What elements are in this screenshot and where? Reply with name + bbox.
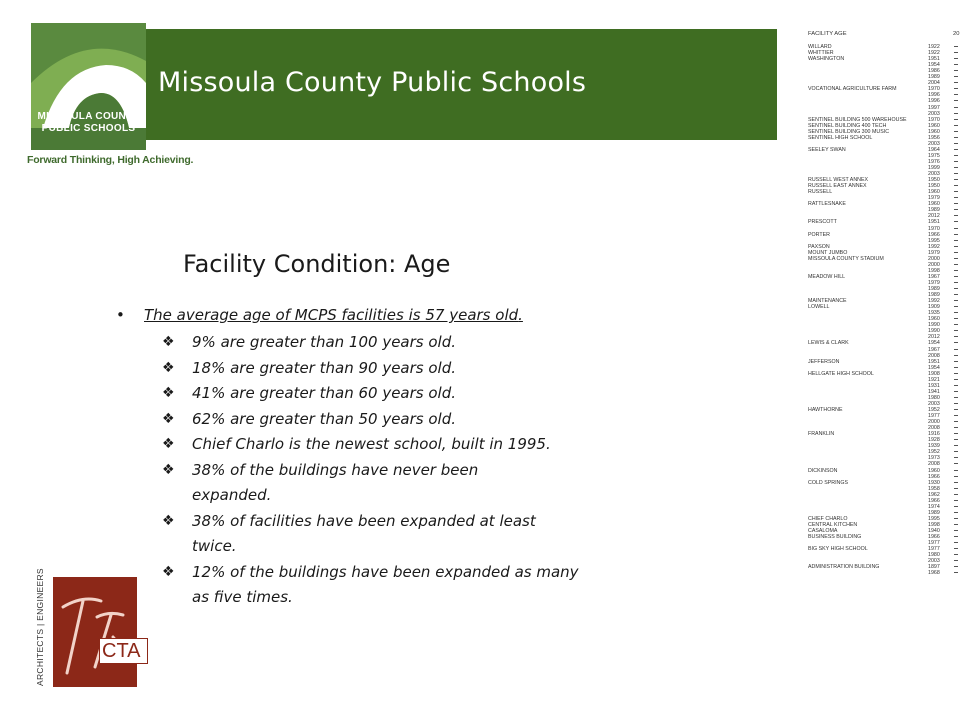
facility-name: SENTINEL HIGH SCHOOL	[808, 134, 873, 141]
row-mark	[954, 500, 958, 501]
facility-year: 1909	[928, 304, 940, 311]
row-mark	[954, 542, 958, 543]
facility-year: 1976	[928, 158, 940, 165]
row-mark	[954, 336, 958, 337]
diamond-bullet-icon: ❖	[162, 563, 175, 580]
row-mark	[954, 167, 958, 168]
diamond-bullet-icon: ❖	[162, 461, 175, 478]
row-mark	[954, 463, 958, 464]
row-mark	[954, 252, 958, 253]
facility-name: CASALOMA	[808, 528, 838, 534]
row-mark	[954, 524, 958, 525]
facility-year: 2000	[928, 419, 940, 426]
facility-year: 1962	[928, 491, 940, 498]
facility-name: WHITTIER	[808, 50, 834, 57]
facility-year: 1995	[928, 515, 940, 522]
row-mark	[954, 373, 958, 374]
row-mark	[954, 409, 958, 410]
facility-name: PAXSON	[808, 243, 830, 250]
row-mark	[954, 173, 958, 174]
facility-year: 1998	[928, 521, 940, 528]
facility-name: SEELEY SWAN	[808, 146, 846, 153]
facility-year: 1979	[928, 279, 940, 286]
facility-year: 1908	[928, 370, 940, 377]
facility-year: 1997	[928, 104, 940, 111]
row-mark	[954, 385, 958, 386]
row-mark	[954, 451, 958, 452]
row-mark	[954, 100, 958, 101]
row-mark	[954, 209, 958, 210]
row-mark	[954, 143, 958, 144]
tagline: Forward Thinking, High Achieving.	[27, 154, 194, 166]
facility-year: 1968	[928, 570, 940, 577]
facility-year: 1939	[928, 443, 940, 450]
row-mark	[954, 566, 958, 567]
facility-name: FRANKLIN	[808, 431, 835, 438]
facility-name: WASHINGTON	[808, 56, 845, 63]
facility-year: 1992	[928, 243, 940, 250]
row-mark	[954, 379, 958, 380]
diamond-bullet-icon: ❖	[162, 359, 175, 376]
list-item: ❖ 62% are greater than 50 years old.	[162, 407, 602, 433]
row-mark	[954, 548, 958, 549]
row-mark	[954, 391, 958, 392]
row-mark	[954, 488, 958, 489]
row-mark	[954, 306, 958, 307]
facility-year: 1951	[928, 358, 940, 365]
facility-age-table	[808, 31, 960, 681]
facility-name: SENTINEL BUILDING 500 WAREHOUSE	[808, 116, 907, 123]
facility-name: BUSINESS BUILDING	[808, 534, 862, 541]
list-item: ❖ 41% are greater than 60 years old.	[162, 381, 602, 407]
facility-year: 1980	[928, 552, 940, 559]
row-mark	[954, 318, 958, 319]
facility-year: 1974	[928, 503, 940, 510]
row-mark	[954, 258, 958, 259]
facility-name: MISSOULA COUNTY STADIUM	[808, 255, 884, 262]
row-mark	[954, 330, 958, 331]
facility-year: 1970	[928, 86, 940, 93]
facility-year: 1995	[928, 237, 940, 244]
facility-name: SENTINEL BUILDING 400 TECH	[808, 122, 887, 129]
facility-name: BIG SKY HIGH SCHOOL	[808, 546, 868, 553]
facility-year: 1931	[928, 382, 940, 389]
facility-year: 1960	[928, 316, 940, 323]
facility-year: 1966	[928, 231, 940, 238]
cta-monogram-icon	[53, 577, 137, 687]
row-mark	[954, 155, 958, 156]
facility-year: 1970	[928, 225, 940, 232]
row-mark	[954, 572, 958, 573]
row-mark	[954, 439, 958, 440]
row-mark	[954, 367, 958, 368]
facility-year: 2008	[928, 461, 940, 468]
facility-year: 1960	[928, 467, 940, 474]
bullet-dot-icon: •	[116, 306, 125, 324]
facility-year: 1966	[928, 473, 940, 480]
row-mark	[954, 88, 958, 89]
table-row	[808, 570, 960, 576]
table-header-right: 20	[953, 31, 960, 37]
facility-year: 1992	[928, 298, 940, 305]
facility-year: 1979	[928, 249, 940, 256]
row-mark	[954, 397, 958, 398]
facility-year: 1977	[928, 413, 940, 420]
row-mark	[954, 76, 958, 77]
facility-year: 2003	[928, 171, 940, 178]
diamond-bullet-icon: ❖	[162, 410, 175, 427]
row-mark	[954, 46, 958, 47]
row-mark	[954, 119, 958, 120]
row-mark	[954, 288, 958, 289]
facility-year: 1980	[928, 394, 940, 401]
row-mark	[954, 349, 958, 350]
facility-year: 1935	[928, 310, 940, 317]
facility-name: ADMINISTRATION BUILDING	[808, 564, 880, 571]
mcps-logo	[31, 23, 146, 150]
logo-line-1: MISSOULA COUNTY	[37, 111, 140, 122]
facility-year: 1951	[928, 56, 940, 63]
row-mark	[954, 191, 958, 192]
row-mark	[954, 312, 958, 313]
row-mark	[954, 421, 958, 422]
facility-year: 2003	[928, 110, 940, 117]
facility-year: 1967	[928, 346, 940, 353]
facility-year: 2003	[928, 140, 940, 147]
facility-year: 1940	[928, 528, 940, 534]
facility-year: 1990	[928, 328, 940, 335]
facility-year: 1990	[928, 322, 940, 329]
facility-year: 1922	[928, 50, 940, 57]
page-title: Missoula County Public Schools	[158, 67, 587, 98]
facility-name: MEADOW HILL	[808, 273, 846, 280]
facility-year: 1958	[928, 485, 940, 492]
row-mark	[954, 530, 958, 531]
facility-year: 1996	[928, 98, 940, 105]
facility-year: 2003	[928, 400, 940, 407]
facility-year: 1954	[928, 340, 940, 347]
diamond-bullet-icon: ❖	[162, 334, 175, 350]
diamond-bullet-icon: ❖	[162, 512, 175, 529]
facility-year: 1897	[928, 564, 940, 571]
row-mark	[954, 476, 958, 477]
facility-year: 1950	[928, 177, 940, 184]
facility-year: 1956	[928, 134, 940, 141]
row-mark	[954, 342, 958, 343]
facility-year: 1954	[928, 62, 940, 69]
facility-year: 1989	[928, 207, 940, 214]
facility-year: 1928	[928, 437, 940, 444]
facility-year: 1921	[928, 376, 940, 383]
diamond-bullet-icon: ❖	[162, 436, 175, 452]
facility-year: 1960	[928, 128, 940, 135]
facility-year: 1986	[928, 68, 940, 75]
facility-year: 1964	[928, 146, 940, 153]
facility-year: 2003	[928, 558, 940, 565]
facility-year: 2000	[928, 261, 940, 268]
facility-year: 1960	[928, 201, 940, 208]
facility-year: 1951	[928, 219, 940, 226]
list-item: ❖ 18% are greater than 90 years old.	[162, 356, 602, 382]
facility-year: 1989	[928, 292, 940, 299]
row-mark	[954, 403, 958, 404]
facility-year: 1989	[928, 74, 940, 81]
facility-year: 1989	[928, 286, 940, 292]
row-mark	[954, 470, 958, 471]
cta-label: CTA	[99, 638, 148, 664]
row-mark	[954, 276, 958, 277]
row-mark	[954, 445, 958, 446]
row-mark	[954, 294, 958, 295]
cta-logo	[53, 577, 137, 687]
list-item: ❖ 38% of facilities have been expanded at least twice.	[162, 509, 602, 560]
row-mark	[954, 554, 958, 555]
list-item: ❖ Chief Charlo is the newest school, built in 1995.	[162, 432, 602, 458]
facility-name: RUSSELL EAST ANNEX	[808, 183, 867, 190]
facility-year: 2012	[928, 213, 940, 220]
row-mark	[954, 246, 958, 247]
facility-year: 2004	[928, 80, 940, 87]
logo-line-2: PUBLIC SCHOOLS	[41, 123, 136, 134]
facility-name: HAWTHORNE	[808, 407, 843, 413]
facility-name: JEFFERSON	[808, 358, 840, 365]
facility-name: COLD SPRINGS	[808, 479, 849, 486]
row-mark	[954, 494, 958, 495]
facility-year: 1998	[928, 267, 940, 274]
main-bullet-text: The average age of MCPS facilities is 57 years old.	[144, 306, 523, 324]
row-mark	[954, 179, 958, 180]
row-mark	[954, 433, 958, 434]
facility-name: RATTLESNAKE	[808, 201, 846, 208]
facility-year: 1950	[928, 183, 940, 190]
facility-year: 2000	[928, 255, 940, 262]
facility-name: PORTER	[808, 231, 830, 238]
row-mark	[954, 161, 958, 162]
row-mark	[954, 300, 958, 301]
row-mark	[954, 107, 958, 108]
row-mark	[954, 512, 958, 513]
row-mark	[954, 113, 958, 114]
facility-year: 1954	[928, 364, 940, 371]
facility-year: 1960	[928, 122, 940, 129]
row-mark	[954, 185, 958, 186]
facility-name: CHIEF CHARLO	[808, 515, 848, 522]
row-mark	[954, 536, 958, 537]
facility-year: 1999	[928, 165, 940, 171]
facility-year: 1930	[928, 479, 940, 486]
row-mark	[954, 52, 958, 53]
list-item: ❖ 12% of the buildings have been expanded as many as five times.	[162, 560, 602, 611]
facility-year: 1916	[928, 431, 940, 438]
facility-year: 2008	[928, 352, 940, 359]
facility-year: 1979	[928, 195, 940, 202]
facility-year: 1996	[928, 92, 940, 99]
facility-year: 1989	[928, 509, 940, 516]
row-mark	[954, 264, 958, 265]
table-header: FACILITY AGE	[808, 31, 847, 37]
facility-year: 2012	[928, 334, 940, 341]
row-mark	[954, 64, 958, 65]
facility-year: 1966	[928, 534, 940, 541]
row-mark	[954, 457, 958, 458]
row-mark	[954, 506, 958, 507]
facility-name: PRESCOTT	[808, 219, 837, 226]
sub-bullet-list	[162, 330, 602, 611]
row-mark	[954, 482, 958, 483]
row-mark	[954, 361, 958, 362]
facility-year: 1977	[928, 546, 940, 553]
facility-name: HELLGATE HIGH SCHOOL	[808, 370, 874, 377]
facility-year: 1960	[928, 189, 940, 196]
row-mark	[954, 94, 958, 95]
row-mark	[954, 270, 958, 271]
row-mark	[954, 131, 958, 132]
title-banner	[146, 29, 777, 140]
facility-name: CENTRAL KITCHEN	[808, 521, 858, 528]
facility-name: LOWELL	[808, 304, 830, 311]
row-mark	[954, 282, 958, 283]
facility-year: 1952	[928, 449, 940, 456]
facility-year: 1966	[928, 497, 940, 504]
facility-year: 2008	[928, 425, 940, 432]
facility-name: WILLARD	[808, 44, 832, 50]
facility-name: VOCATIONAL AGRICULTURE FARM	[808, 86, 897, 93]
facility-year: 1973	[928, 455, 940, 462]
row-mark	[954, 215, 958, 216]
row-mark	[954, 203, 958, 204]
row-mark	[954, 228, 958, 229]
row-mark	[954, 221, 958, 222]
facility-year: 1970	[928, 116, 940, 123]
row-mark	[954, 82, 958, 83]
row-mark	[954, 415, 958, 416]
diamond-bullet-icon: ❖	[162, 385, 175, 401]
facility-name: RUSSELL	[808, 189, 833, 196]
row-mark	[954, 58, 958, 59]
facility-name: LEWIS & CLARK	[808, 340, 849, 347]
list-item: ❖ 9% are greater than 100 years old.	[162, 330, 602, 356]
facility-name: MOUNT JUMBO	[808, 249, 848, 256]
row-mark	[954, 137, 958, 138]
facility-year: 1952	[928, 407, 940, 413]
row-mark	[954, 324, 958, 325]
row-mark	[954, 234, 958, 235]
facility-year: 1967	[928, 273, 940, 280]
row-mark	[954, 355, 958, 356]
facility-name: RUSSELL WEST ANNEX	[808, 177, 869, 184]
row-mark	[954, 560, 958, 561]
facility-name: MAINTENANCE	[808, 298, 847, 305]
facility-year: 1977	[928, 540, 940, 547]
facility-name: DICKINSON	[808, 467, 838, 474]
facility-year: 1922	[928, 44, 940, 50]
facility-year: 1975	[928, 152, 940, 159]
row-mark	[954, 518, 958, 519]
slide-heading: Facility Condition: Age	[183, 250, 451, 278]
row-mark	[954, 240, 958, 241]
cta-side-text: ARCHITECTS | ENGINEERS	[35, 568, 45, 686]
row-mark	[954, 197, 958, 198]
row-mark	[954, 125, 958, 126]
facility-name: SENTINEL BUILDING 300 MUSIC	[808, 128, 890, 135]
facility-year: 1941	[928, 388, 940, 395]
row-mark	[954, 70, 958, 71]
list-item: ❖ 38% of the buildings have never been expanded.	[162, 458, 602, 509]
row-mark	[954, 427, 958, 428]
row-mark	[954, 149, 958, 150]
